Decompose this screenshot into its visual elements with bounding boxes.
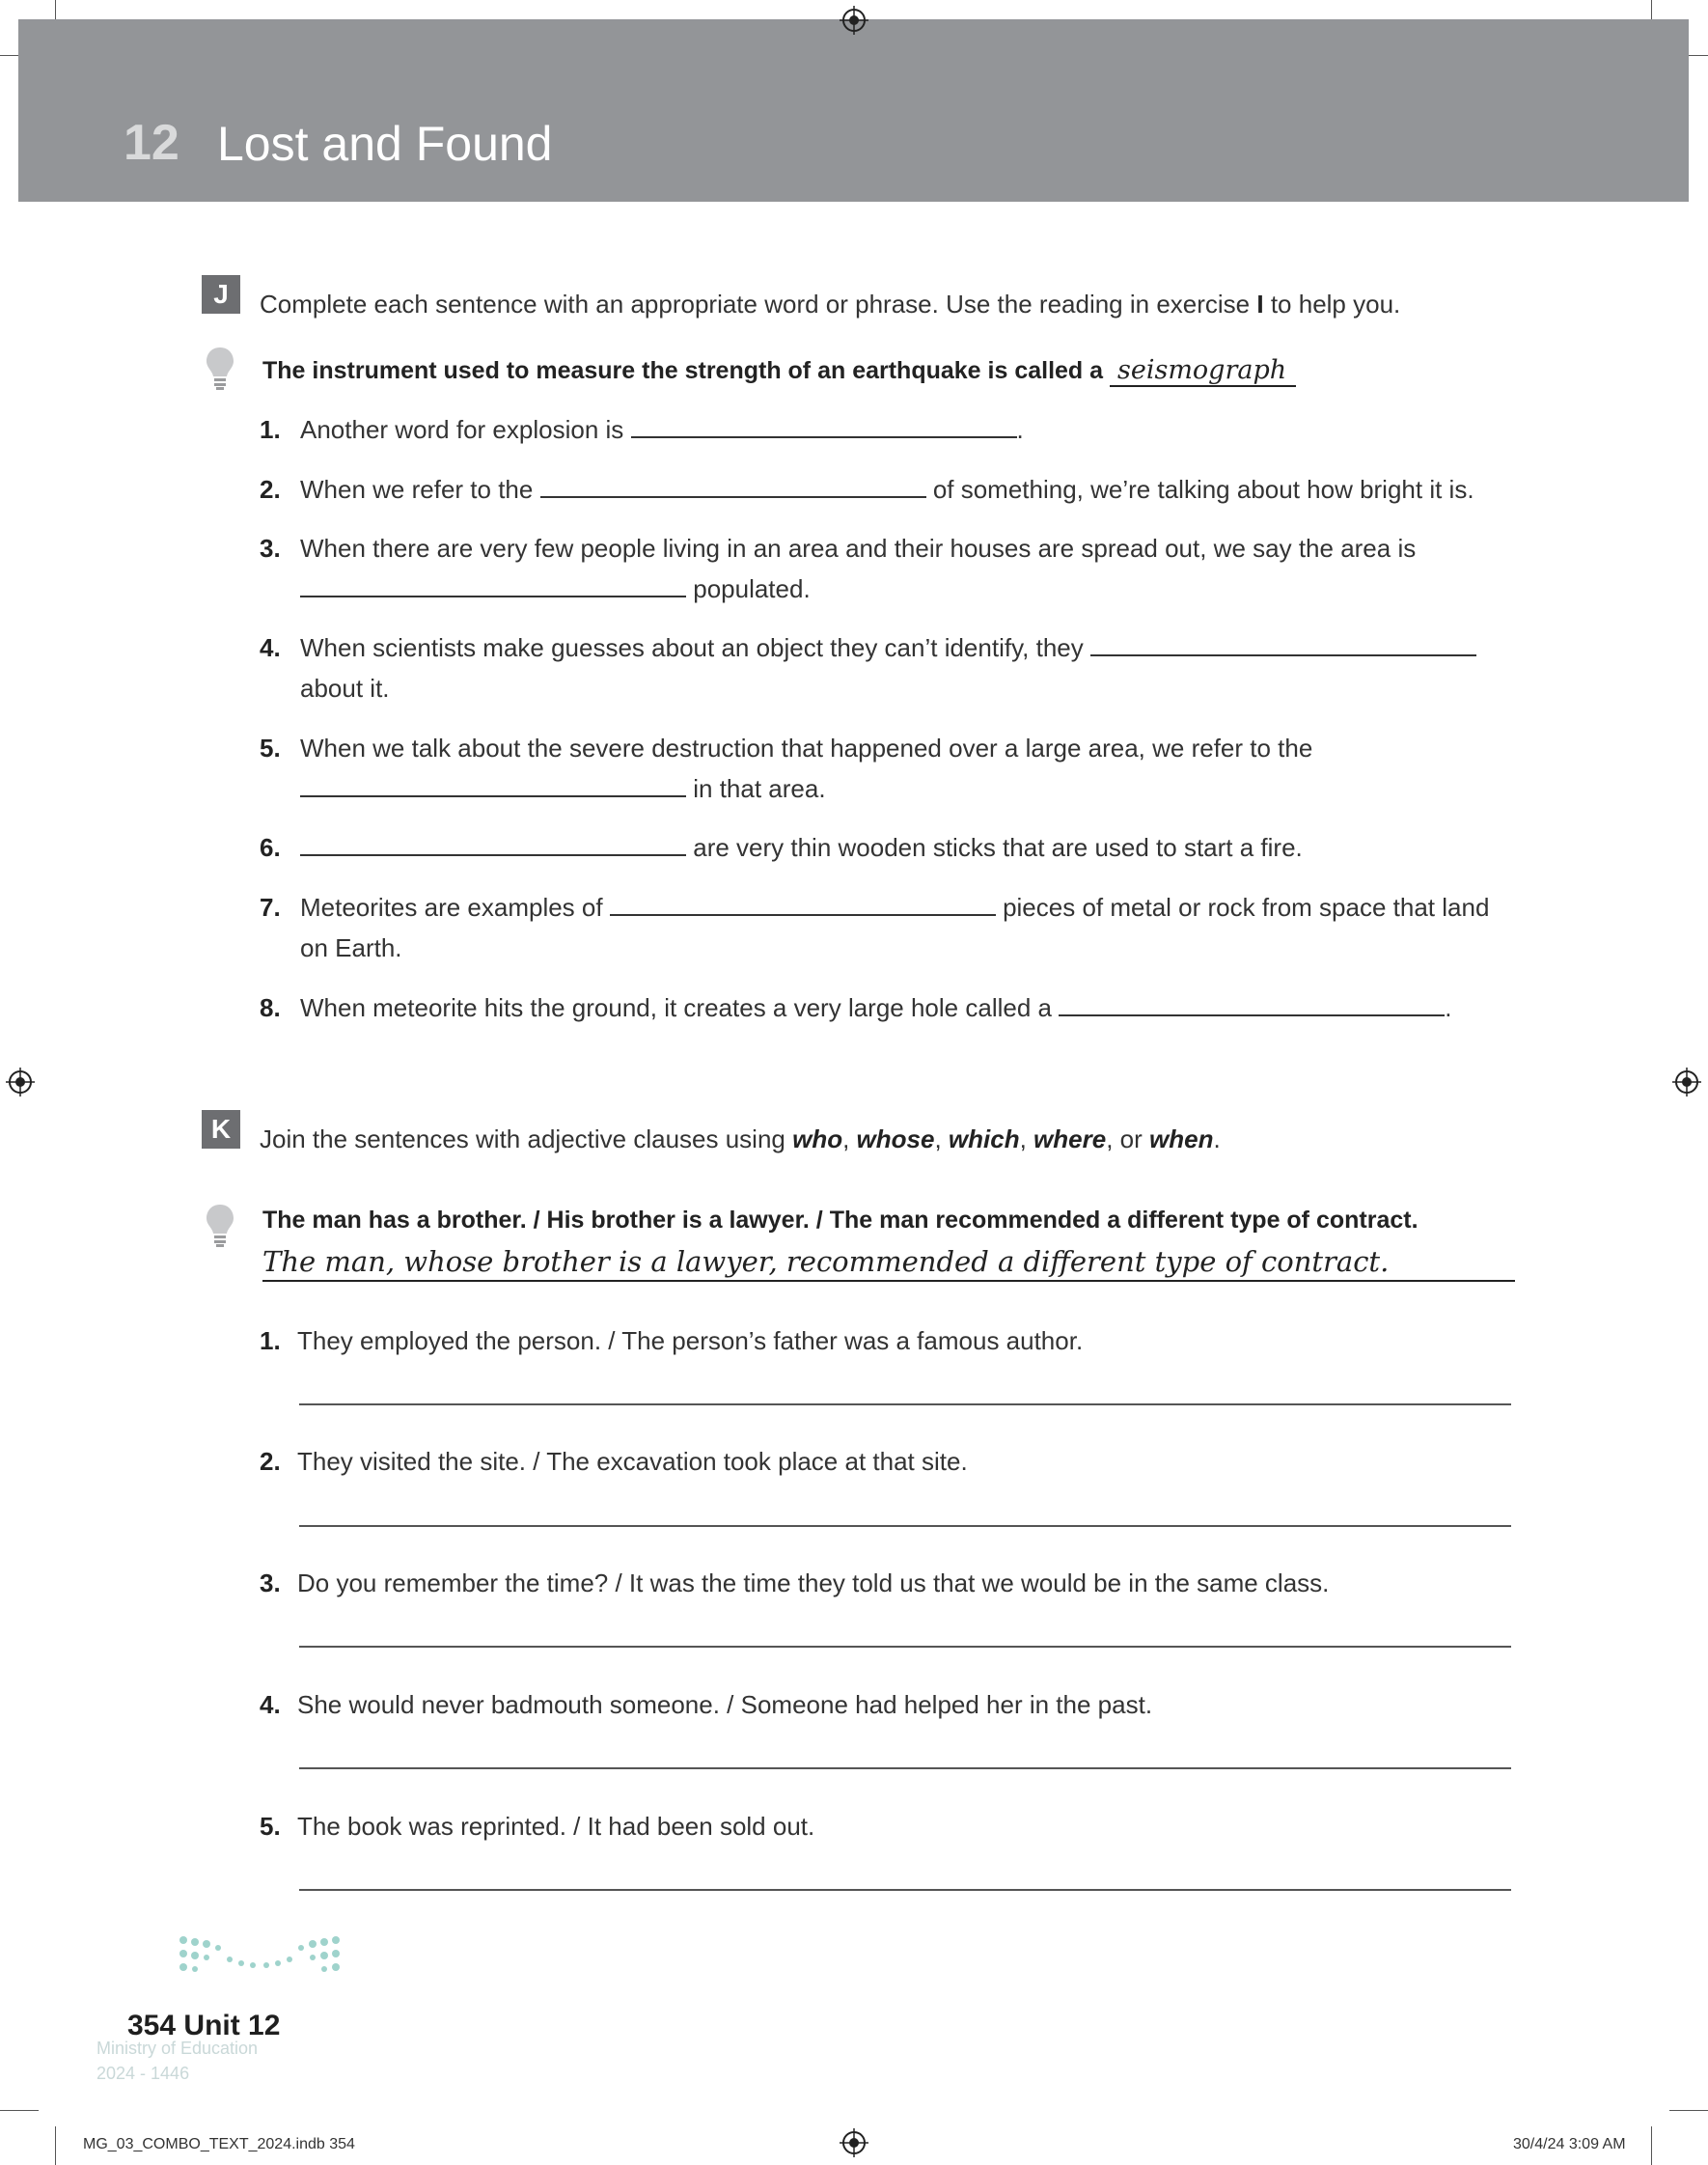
answer-line[interactable] (299, 1403, 1511, 1405)
answer-blank[interactable] (610, 893, 996, 916)
exercise-j-item-5: 5. When we talk about the severe destruction that happened over a large area, we refer to the in that area. (260, 734, 1313, 803)
registration-mark-icon (1672, 1068, 1701, 1096)
exercise-k-instruction: Join the sentences with adjective clauses using who, whose, which, where, or when. (260, 1124, 1221, 1153)
exercise-k-item-2: 2. They visited the site. / The excavation took place at that site. (260, 1447, 968, 1476)
exercise-j-item-6: 6. are very thin wooden sticks that are used to start a fire. (260, 833, 1303, 862)
registration-mark-icon (6, 1068, 35, 1096)
registration-mark-icon (840, 2128, 868, 2157)
answer-blank[interactable] (300, 774, 686, 797)
ministry-name: Ministry of Education (96, 2039, 259, 2058)
exercise-j-item-4: 4. When scientists make guesses about an object they can’t identify, they about it. (260, 627, 1514, 708)
answer-blank[interactable] (631, 415, 1017, 438)
print-slug-right: 30/4/24 3:09 AM (1513, 2136, 1626, 2152)
answer-blank[interactable] (300, 833, 686, 856)
exercise-j-item-3: 3. When there are very few people living in an area and their houses are spread out, we say the area is populated. (260, 534, 1417, 603)
crop-mark (55, 2126, 56, 2165)
lightbulb-icon (205, 346, 235, 392)
page-number: 354 (127, 2010, 177, 2041)
answer-blank[interactable] (1090, 633, 1476, 656)
exercise-k-item-3: 3. Do you remember the time? / It was the time they told us that we would be in the same class. (260, 1568, 1330, 1597)
answer-blank[interactable] (300, 574, 686, 597)
crop-mark (1651, 2126, 1652, 2165)
registration-mark-icon (840, 6, 868, 35)
ministry-logo-icon (174, 1930, 347, 1988)
exercise-j-item-2: 2. When we refer to the of something, we’re talking about how bright it is. (260, 475, 1474, 504)
exercise-k-item-5: 5. The book was reprinted. / It had been sold out. (260, 1812, 815, 1841)
unit-header-band (18, 19, 1689, 202)
exercise-j-item-7: 7. Meteorites are examples of pieces of metal or rock from space that land on Earth. (260, 893, 1490, 962)
exercise-j-item-1: 1. Another word for explosion is . (260, 415, 1024, 444)
answer-blank[interactable] (540, 475, 926, 498)
exercise-k-example: The man has a brother. / His brother is a lawyer. / The man recommended a different type of contract. (262, 1207, 1419, 1234)
answer-line[interactable] (299, 1767, 1511, 1769)
crop-mark (1669, 2110, 1708, 2111)
print-slug-left: MG_03_COMBO_TEXT_2024.indb 354 (83, 2136, 355, 2152)
exercise-j-instruction: Complete each sentence with an appropriate word or phrase. Use the reading in exercise I to help you. (260, 290, 1401, 319)
answer-line[interactable] (299, 1889, 1511, 1891)
exercise-k-badge: K (202, 1110, 240, 1149)
exercise-k-example-answer: The man, whose brother is a lawyer, recommended a different type of contract. (262, 1245, 1515, 1282)
answer-blank[interactable] (1059, 993, 1445, 1016)
exercise-j-item-8: 8. When meteorite hits the ground, it creates a very large hole called a . (260, 993, 1452, 1022)
answer-line[interactable] (299, 1646, 1511, 1648)
exercise-j-example: The instrument used to measure the strength of an earthquake is called a seismograph (262, 355, 1296, 387)
lightbulb-icon (205, 1203, 235, 1249)
page-footer (127, 2010, 280, 2042)
exercise-k-item-1: 1. They employed the person. / The person’s father was a famous author. (260, 1326, 1084, 1355)
example-answer: seismograph (1110, 355, 1296, 387)
unit-label: Unit 12 (183, 2010, 281, 2041)
ministry-year: 2024 - 1446 (96, 2064, 190, 2083)
exercise-j-badge: J (202, 275, 240, 314)
answer-line[interactable] (299, 1525, 1511, 1527)
crop-mark (0, 2110, 39, 2111)
unit-title: Lost and Found (217, 117, 553, 171)
exercise-k-item-4: 4. She would never badmouth someone. / Someone had helped her in the past. (260, 1690, 1153, 1719)
unit-number: 12 (124, 115, 179, 171)
